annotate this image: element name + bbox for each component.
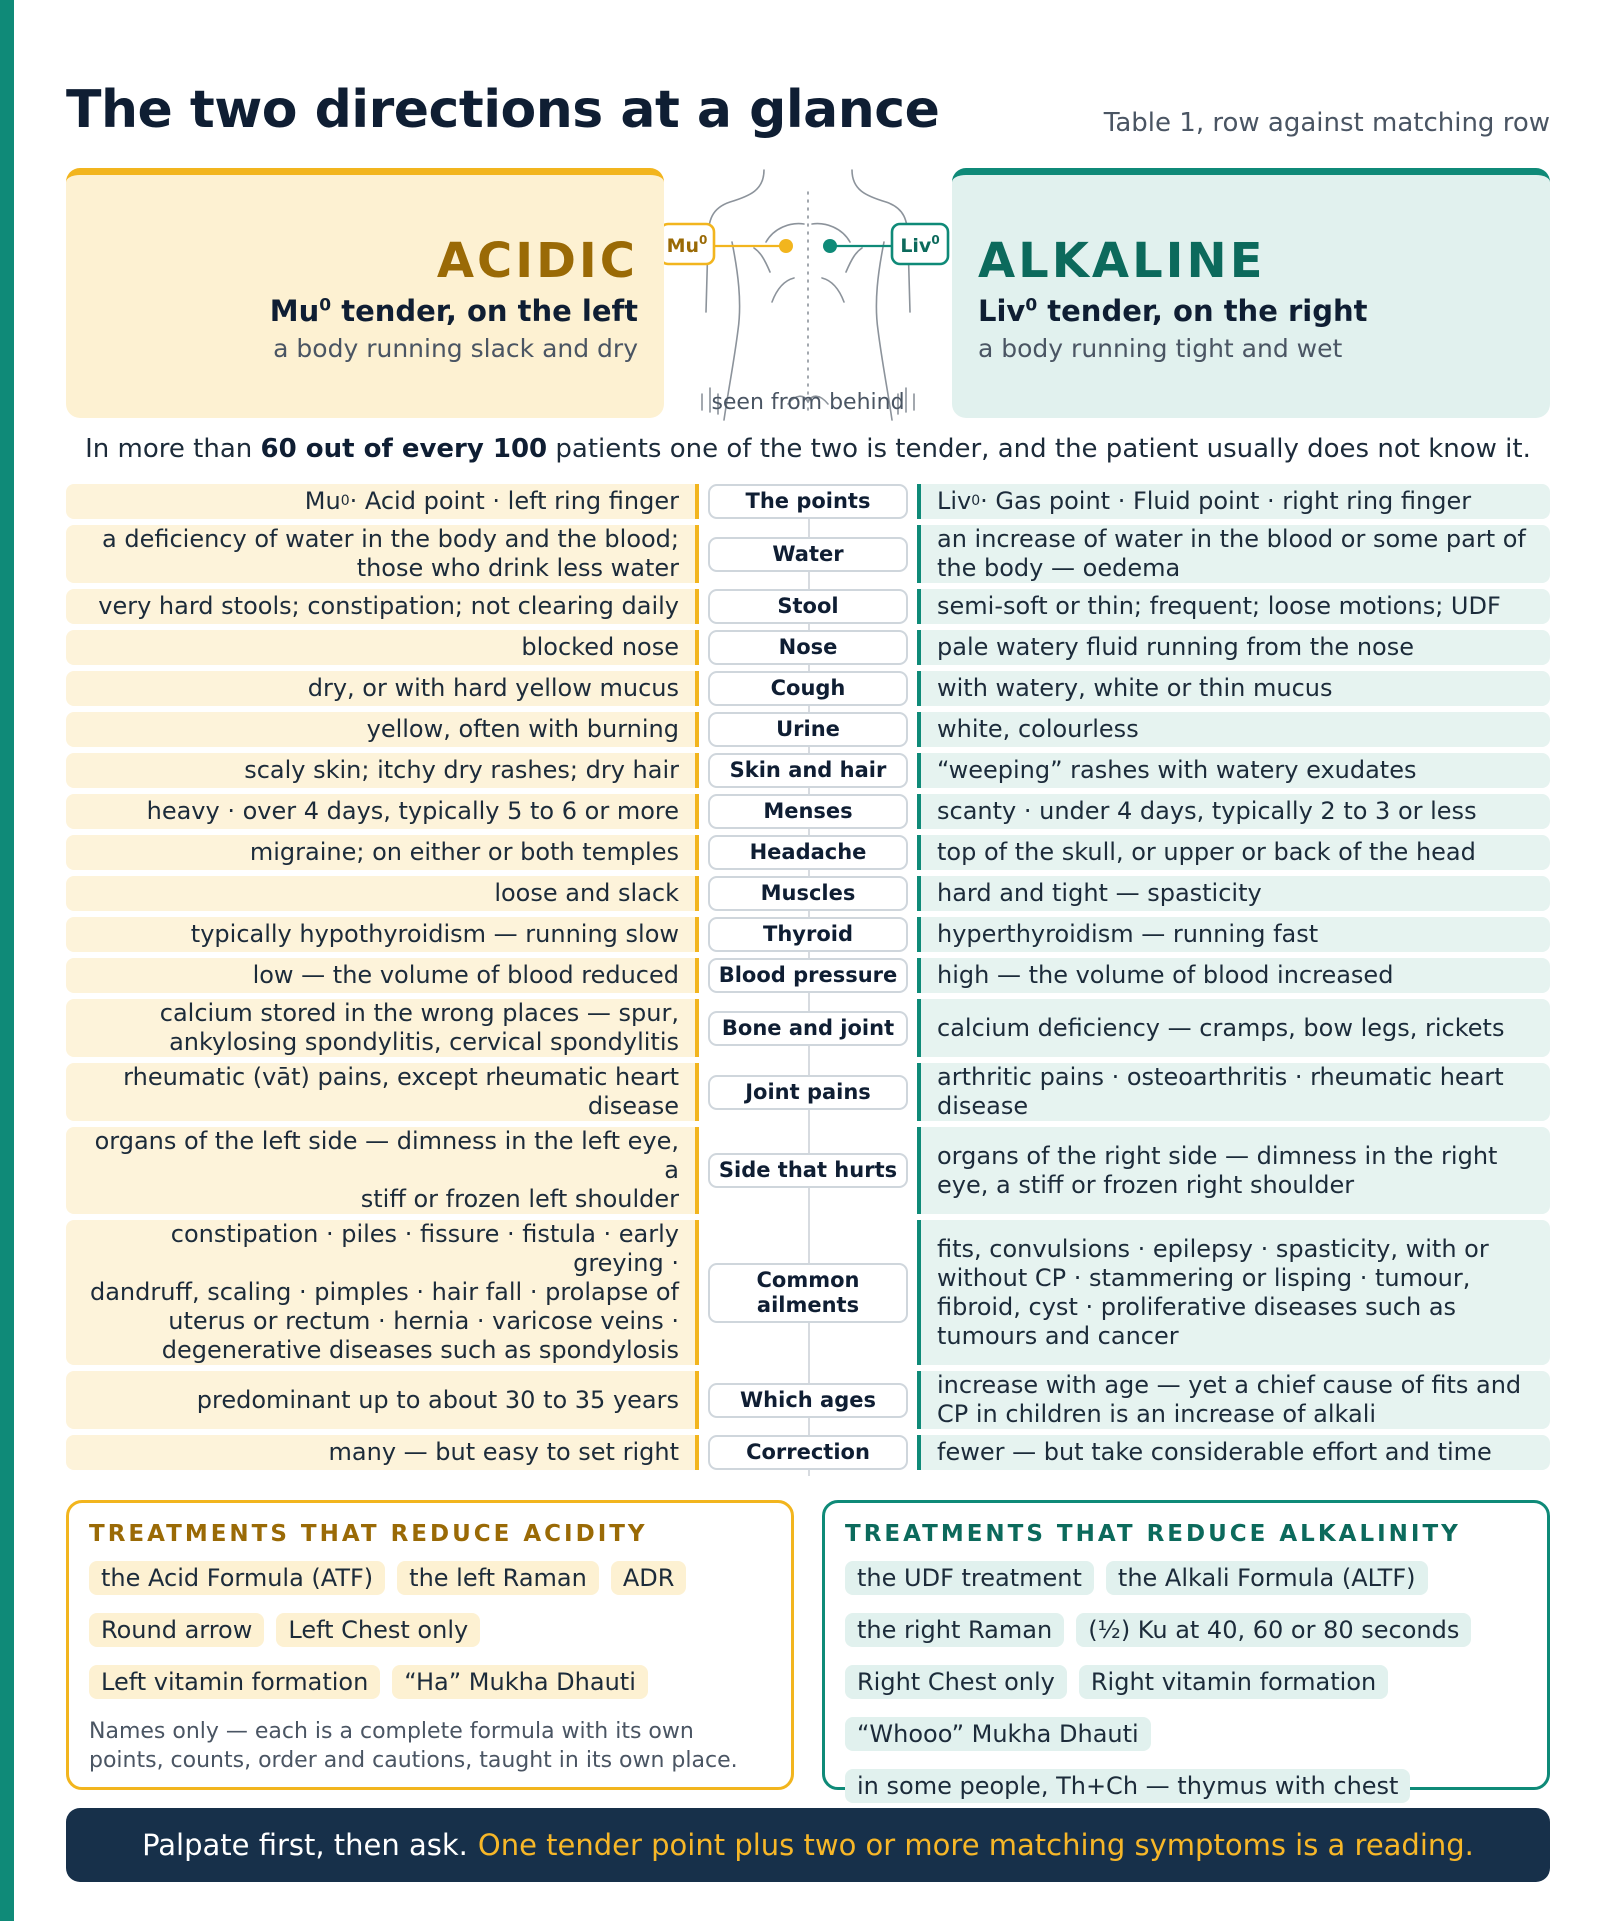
row-label-cell: [699, 753, 917, 788]
row-label: Thyroid: [708, 917, 908, 952]
row-label-cell: [699, 999, 917, 1057]
table-row: [66, 1435, 1550, 1470]
acidic-cell: loose and slack: [66, 876, 699, 911]
acidic-cell: organs of the left side — dimness in the left eye, a stiff or frozen left shoulder: [66, 1127, 699, 1214]
left-rib-curve: [754, 248, 770, 272]
treatment-chip: in some people, Th+Ch — thymus with chest: [845, 1769, 1410, 1803]
acidic-point-sup: 0: [319, 295, 332, 316]
liv-point-marker: [823, 239, 837, 253]
row-label-cell: [699, 525, 917, 583]
acidic-cell: migraine; on either or both temples: [66, 835, 699, 870]
alkaline-card: [952, 168, 1550, 418]
stat-post: patients one of the two is tender, and the patient usually does not know it.: [547, 434, 1531, 464]
acidic-title: ACIDIC: [436, 233, 638, 289]
page-subtitle: Table 1, row against matching row: [1103, 108, 1550, 138]
stat-strong: 60 out of every 100: [260, 434, 548, 464]
row-label: Menses: [708, 794, 908, 829]
row-label-cell: [699, 958, 917, 993]
alkaline-cell: hyperthyroidism — running fast: [917, 917, 1550, 952]
row-label-cell: [699, 1371, 917, 1429]
row-label-cell: [699, 484, 917, 519]
acidic-cell: yellow, often with burning: [66, 712, 699, 747]
table-row: [66, 671, 1550, 706]
acidic-cell: very hard stools; constipation; not clearing daily: [66, 589, 699, 624]
table-row: [66, 794, 1550, 829]
row-label: Water: [708, 537, 908, 572]
footer-strong: One tender point plus two or more matching symptoms is a reading.: [477, 1828, 1474, 1862]
acidic-card: [66, 168, 664, 418]
alkaline-cell: scanty · under 4 days, typically 2 to 3 or less: [917, 794, 1550, 829]
mu-point-marker: [779, 239, 793, 253]
row-label: Headache: [708, 835, 908, 870]
table-row: [66, 1063, 1550, 1121]
row-label: Side that hurts: [708, 1153, 908, 1188]
alkaline-cell: fewer — but take considerable effort and time: [917, 1435, 1550, 1470]
alkaline-cell: arthritic pains · osteoarthritis · rheumatic heart disease: [917, 1063, 1550, 1121]
alkaline-point-sup: 0: [1025, 295, 1038, 316]
acidic-description: a body running slack and dry: [273, 333, 638, 363]
alkaline-cell: an increase of water in the blood or some part of the body — oedema: [917, 525, 1550, 583]
row-label-cell: [699, 1220, 917, 1365]
alkaline-cell: semi-soft or thin; frequent; loose motions; UDF: [917, 589, 1550, 624]
alkaline-cell: organs of the right side — dimness in the right eye, a stiff or frozen right shoulder: [917, 1127, 1550, 1214]
table-row: [66, 835, 1550, 870]
treatment-chip: the Acid Formula (ATF): [89, 1561, 385, 1595]
row-label-cell: [699, 876, 917, 911]
row-label: Bone and joint: [708, 1011, 908, 1046]
acidic-point-line: [92, 294, 638, 328]
acidic-cell: Mu 0 · Acid point · left ring finger: [66, 484, 699, 519]
acidic-cell: blocked nose: [66, 630, 699, 665]
acidic-cell: constipation · piles · fissure · fistula · early greying · dandruff, scaling · pimples · hair fall · prolapse of uterus or rectum · hernia · varicose veins · degenerative diseases such as spondylosis: [66, 1220, 699, 1365]
table-row: [66, 484, 1550, 519]
alkaline-cell: fits, convulsions · epilepsy · spasticity, with or without CP · stammering or lisping · tumour, fibroid, cyst · proliferative diseases such as tumours and cancer: [917, 1220, 1550, 1365]
row-label: Common ailments: [708, 1263, 908, 1323]
table-row: [66, 1127, 1550, 1214]
table-row: [66, 1371, 1550, 1429]
alkaline-cell: with watery, white or thin mucus: [917, 671, 1550, 706]
alkaline-cell: white, colourless: [917, 712, 1550, 747]
edge-accent-bar: [0, 0, 14, 1921]
body-back-figure: [664, 162, 952, 422]
alkaline-cell: high — the volume of blood increased: [917, 958, 1550, 993]
row-label: Nose: [708, 630, 908, 665]
row-label: Muscles: [708, 876, 908, 911]
alkaline-point: Liv: [978, 293, 1026, 328]
alkaline-title: ALKALINE: [978, 233, 1266, 289]
table-row: [66, 712, 1550, 747]
row-label: Urine: [708, 712, 908, 747]
alkaline-point-line: [978, 294, 1524, 328]
row-label-cell: [699, 1435, 917, 1470]
acidity-treatments-heading: TREATMENTS THAT REDUCE ACIDITY: [89, 1521, 648, 1547]
table-row: [66, 1220, 1550, 1365]
acidic-cell: dry, or with hard yellow mucus: [66, 671, 699, 706]
acidic-cell: rheumatic (vāt) pains, except rheumatic heart disease: [66, 1063, 699, 1121]
acidic-point-suffix: tender, on the left: [331, 293, 638, 328]
treatment-chip: (½) Ku at 40, 60 or 80 seconds: [1076, 1613, 1471, 1647]
row-label-cell: [699, 589, 917, 624]
row-label: Which ages: [708, 1383, 908, 1418]
row-label-cell: [699, 630, 917, 665]
right-rib-curve: [846, 248, 862, 272]
row-label: Blood pressure: [708, 958, 908, 993]
table-row: [66, 525, 1550, 583]
liv-label: Liv$^0$: [900, 233, 940, 257]
alkaline-cell: hard and tight — spasticity: [917, 876, 1550, 911]
row-label-cell: [699, 917, 917, 952]
acidity-treatments-note: Names only — each is a complete formula with its own points, counts, order and cautions, taught in its own place.: [89, 1719, 738, 1773]
row-label: Skin and hair: [708, 753, 908, 788]
row-label: Correction: [708, 1435, 908, 1470]
acidic-point: Mu: [269, 293, 320, 328]
alkaline-cell: pale watery fluid running from the nose: [917, 630, 1550, 665]
treatment-chip: the UDF treatment: [845, 1561, 1094, 1595]
treatment-chip: Right vitamin formation: [1079, 1665, 1388, 1699]
mu-label: Mu$^0$: [666, 233, 708, 257]
figure-caption: seen from behind: [711, 390, 905, 415]
acidic-cell: low — the volume of blood reduced: [66, 958, 699, 993]
treatment-chip: Round arrow: [89, 1613, 264, 1647]
treatment-chip: Left vitamin formation: [89, 1665, 380, 1699]
table-row: [66, 753, 1550, 788]
table-row: [66, 999, 1550, 1057]
alkaline-cell: Liv 0 · Gas point · Fluid point · right ring finger: [917, 484, 1550, 519]
treatment-chip: Right Chest only: [845, 1665, 1067, 1699]
table-row: [66, 917, 1550, 952]
alkaline-cell: top of the skull, or upper or back of the head: [917, 835, 1550, 870]
row-label-cell: [699, 835, 917, 870]
stat-pre: In more than: [85, 434, 261, 464]
alkaline-cell: “weeping” rashes with watery exudates: [917, 753, 1550, 788]
acidity-treatment-chips: [89, 1561, 771, 1699]
treatment-chip: “Ha” Mukha Dhauti: [392, 1665, 648, 1699]
acidic-cell: calcium stored in the wrong places — spur, ankylosing spondylitis, cervical spondylitis: [66, 999, 699, 1057]
right-lower-rib: [822, 278, 844, 302]
table-row: [66, 630, 1550, 665]
footer-lead: Palpate first, then ask.: [142, 1828, 468, 1862]
treatment-chip: Left Chest only: [276, 1613, 480, 1647]
row-label-cell: [699, 1127, 917, 1214]
row-label: Cough: [708, 671, 908, 706]
row-label-cell: [699, 794, 917, 829]
acidic-cell: typically hypothyroidism — running slow: [66, 917, 699, 952]
table-row: [66, 589, 1550, 624]
acidic-cell: heavy · over 4 days, typically 5 to 6 or more: [66, 794, 699, 829]
alkaline-cell: increase with age — yet a chief cause of fits and CP in children is an increase of alkali: [917, 1371, 1550, 1429]
left-lower-rib: [772, 278, 794, 302]
treatment-chip: the Alkali Formula (ALTF): [1106, 1561, 1428, 1595]
comparison-table: [66, 484, 1550, 1476]
alkalinity-treatment-chips: [845, 1561, 1527, 1803]
table-row: [66, 958, 1550, 993]
alkalinity-treatments-heading: TREATMENTS THAT REDUCE ALKALINITY: [845, 1521, 1461, 1547]
treatment-chip: the left Raman: [397, 1561, 599, 1595]
row-label-cell: [699, 712, 917, 747]
acidic-cell: predominant up to about 30 to 35 years: [66, 1371, 699, 1429]
row-label: Stool: [708, 589, 908, 624]
alkaline-point-suffix: tender, on the right: [1037, 293, 1368, 328]
footer-banner: [66, 1808, 1550, 1882]
alkalinity-treatments-box: [822, 1500, 1550, 1800]
treatment-chip: the right Raman: [845, 1613, 1064, 1647]
row-label-cell: [699, 671, 917, 706]
row-label: Joint pains: [708, 1075, 908, 1110]
alkaline-cell: calcium deficiency — cramps, bow legs, rickets: [917, 999, 1550, 1057]
treatment-chip: “Whooo” Mukha Dhauti: [845, 1717, 1151, 1751]
acidic-cell: scaly skin; itchy dry rashes; dry hair: [66, 753, 699, 788]
table-row: [66, 876, 1550, 911]
treatment-chip: ADR: [611, 1561, 687, 1595]
acidity-treatments-box: [66, 1500, 794, 1790]
row-label-cell: [699, 1063, 917, 1121]
page-title: The two directions at a glance: [66, 80, 940, 140]
acidic-cell: a deficiency of water in the body and the blood; those who drink less water: [66, 525, 699, 583]
alkaline-description: a body running tight and wet: [978, 333, 1343, 363]
statistic-line: [0, 434, 1600, 464]
acidic-cell: many — but easy to set right: [66, 1435, 699, 1470]
row-label: The points: [708, 484, 908, 519]
